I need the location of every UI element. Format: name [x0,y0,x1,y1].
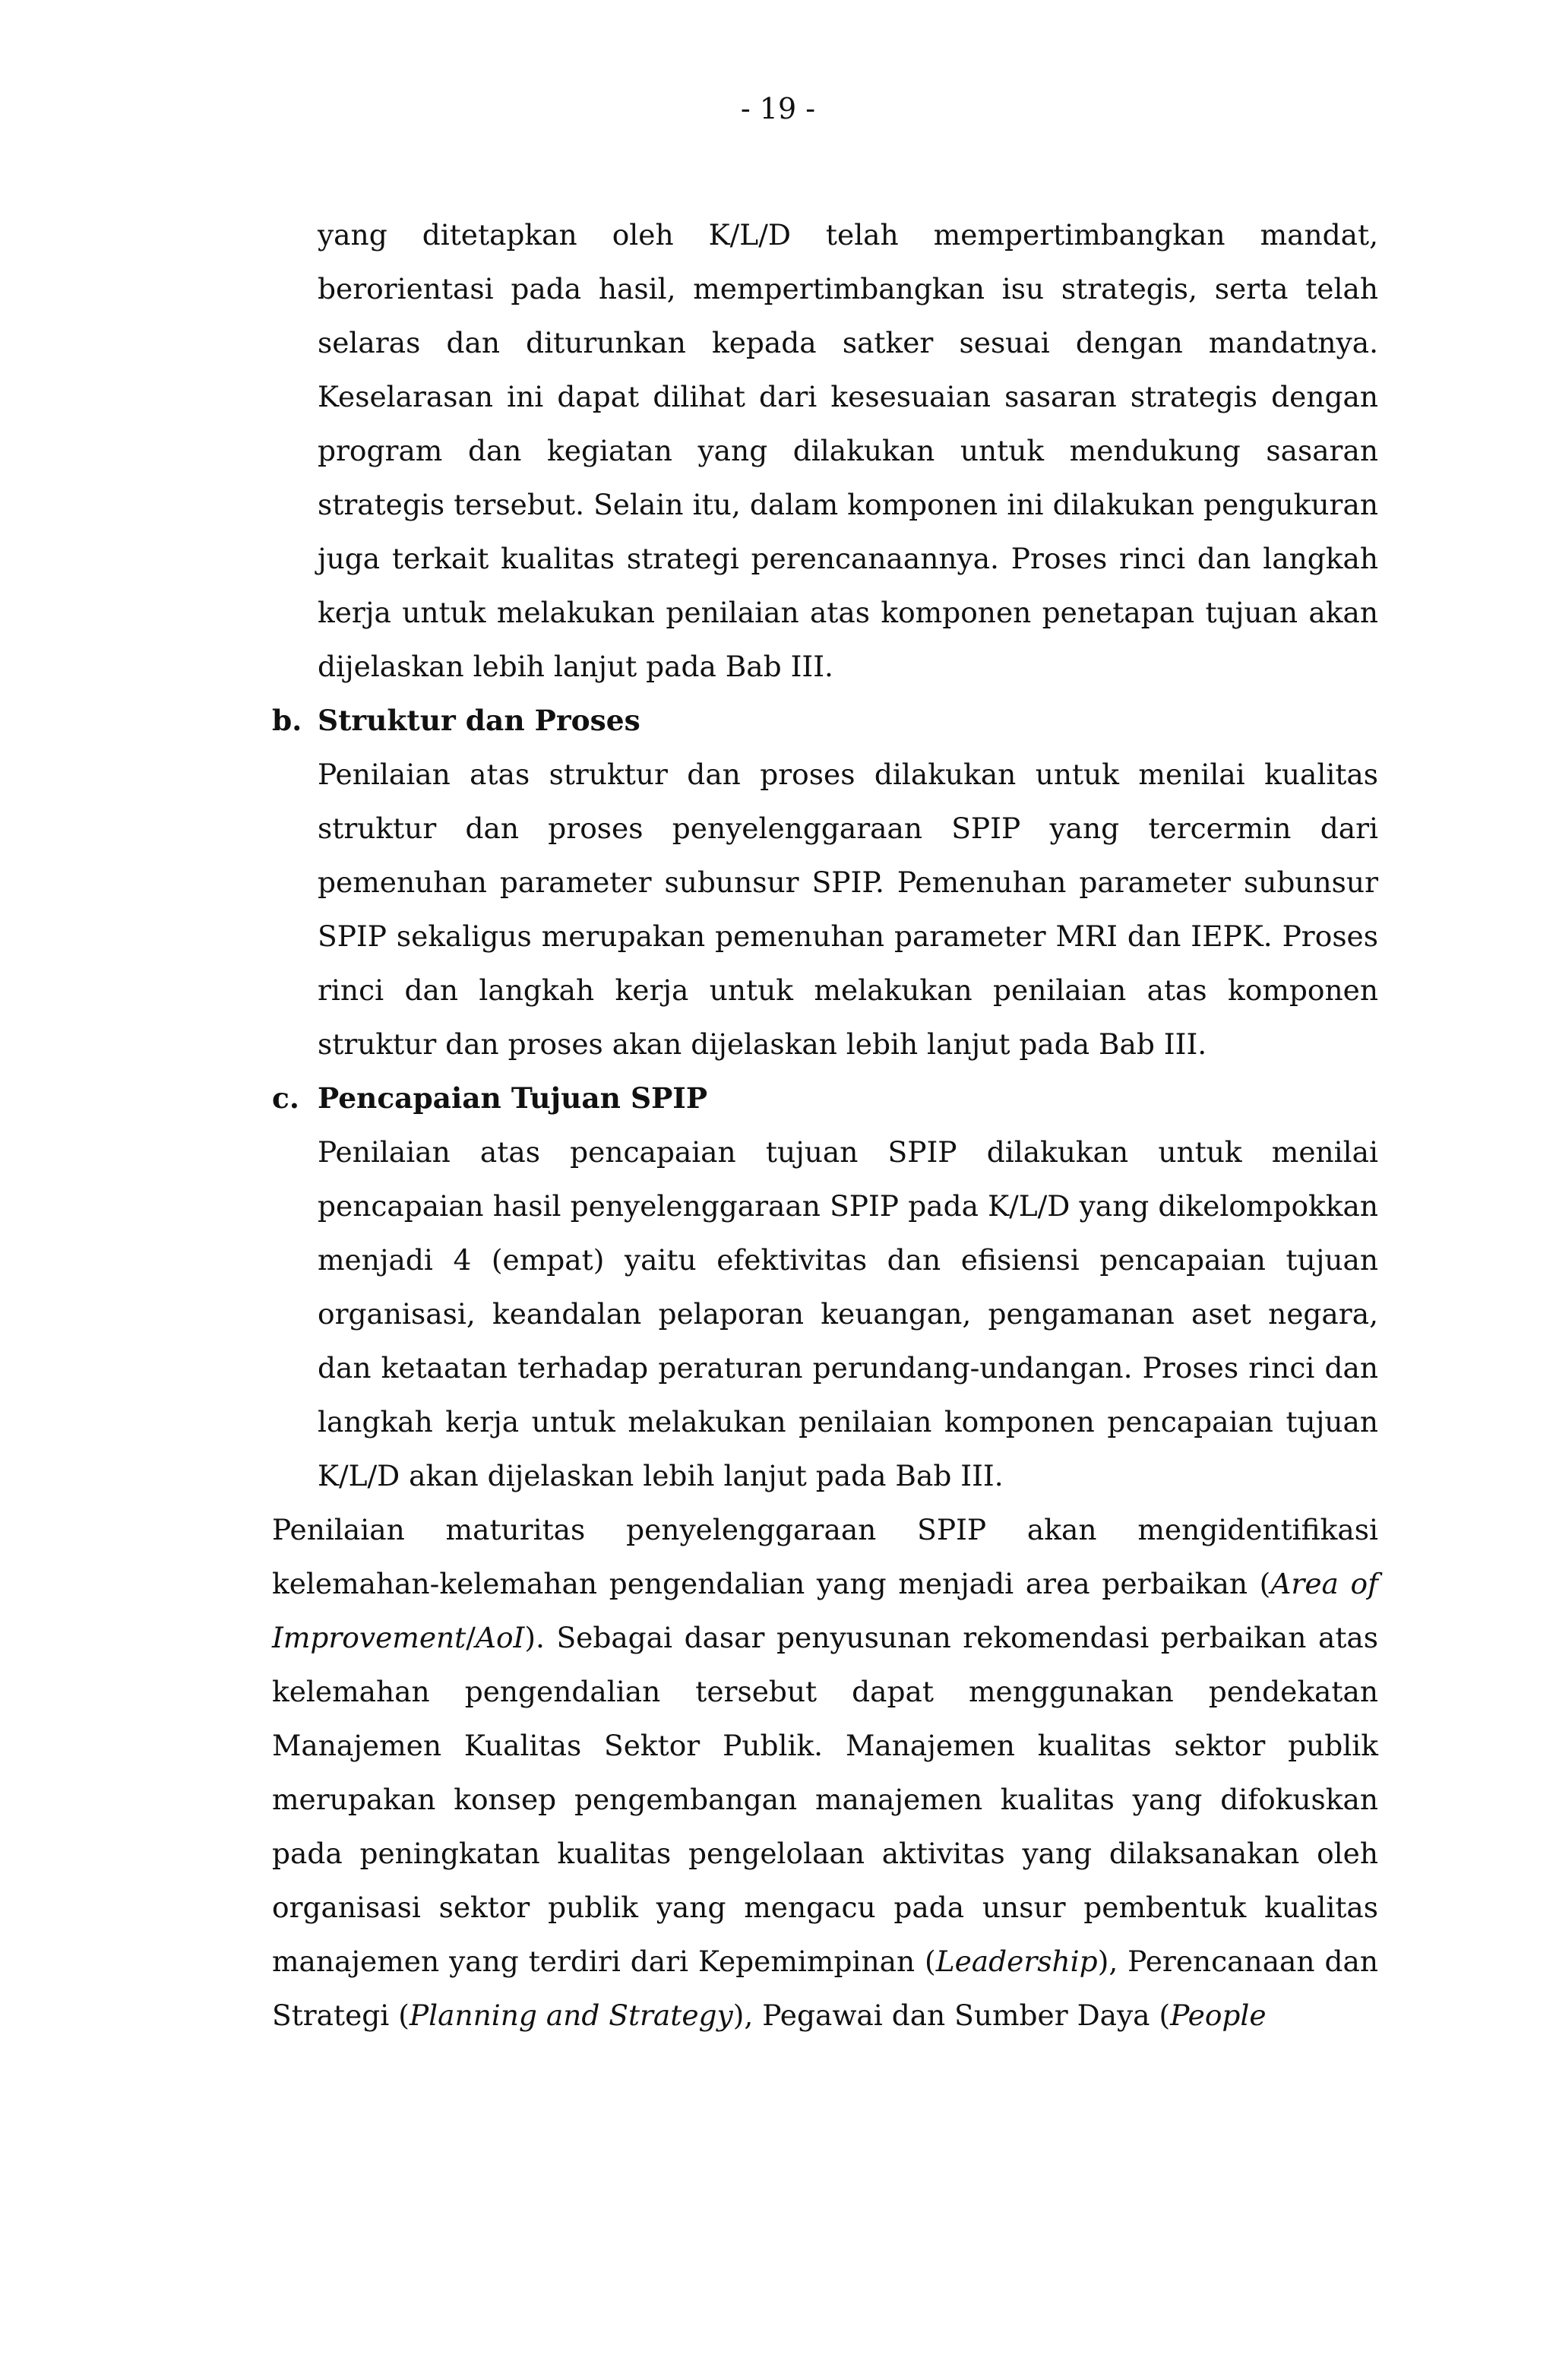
closing-italic-people: People [1170,1999,1267,2032]
closing-text-3: ), Perencanaan dan Strategi ( [272,1945,1379,2032]
section-b-heading [272,694,1378,748]
section-b-paragraph: Penilaian atas struktur dan proses dilakukan untuk menilai kualitas struktur dan proses penyelenggaraan SPIP yang tercermin dari pemenuhan parameter subunsur SPIP. Pemenuhan parameter subunsur SPIP sekaligus merupakan pemenuhan parameter MRI dan IEPK. Proses rinci dan langkah kerja untuk melakukan penilaian atas komponen struktur dan proses akan dijelaskan lebih lanjut pada Bab III. [318,758,1378,1061]
closing-text-4: ), Pegawai dan Sumber Daya ( [732,1999,1171,2032]
section-b [272,694,1378,1071]
closing-paragraph [272,1503,1378,2043]
section-c-heading [272,1071,1378,1125]
document-body [272,208,1378,2043]
section-c-title: Pencapaian Tujuan SPIP [318,1081,708,1115]
page-number: - 19 - [740,92,816,125]
section-b-title: Struktur dan Proses [318,704,640,737]
closing-italic-aoi: AoI [475,1621,525,1654]
intro-block [318,208,1378,694]
closing-separator: / [466,1621,476,1654]
section-c-marker: c. [272,1081,299,1115]
intro-paragraph: yang ditetapkan oleh K/L/D telah mempertimbangkan mandat, berorientasi pada hasil, mempertimbangkan isu strategis, serta telah selaras dan diturunkan kepada satker sesuai dengan mandatnya. Keselarasan ini dapat dilihat dari kesesuaian sasaran strategis dengan program dan kegiatan yang dilakukan untuk mendukung sasaran strategis tersebut. Selain itu, dalam komponen ini dilakukan pengukuran juga terkait kualitas strategi perencanaannya. Proses rinci dan langkah kerja untuk melakukan penilaian atas komponen penetapan tujuan akan dijelaskan lebih lanjut pada Bab III. [318,218,1378,683]
section-c [272,1071,1378,1503]
closing-text-1: Penilaian maturitas penyelenggaraan SPIP akan mengidentifikasi kelemahan-kelemahan pengendalian yang menjadi area perbaikan ( [272,1513,1378,1600]
closing-italic-planning-strategy: Planning and Strategy [409,1999,733,2032]
section-c-paragraph: Penilaian atas pencapaian tujuan SPIP dilakukan untuk menilai pencapaian hasil penyelenggaraan SPIP pada K/L/D yang dikelompokkan menjadi 4 (empat) yaitu efektivitas dan efisiensi pencapaian tujuan organisasi, keandalan pelaporan keuangan, pengamanan aset negara, dan ketaatan terhadap peraturan perundang-undangan. Proses rinci dan langkah kerja untuk melakukan penilaian komponen pencapaian tujuan K/L/D akan dijelaskan lebih lanjut pada Bab III. [318,1135,1378,1492]
closing-italic-leadership: Leadership [935,1945,1098,1978]
closing-italic-area-of-improvement: Area of Improvement [272,1567,1378,1654]
closing-text-2: ). Sebagai dasar penyusunan rekomendasi perbaikan atas kelemahan pengendalian tersebut dapat menggunakan pendekatan Manajemen Kualitas Sektor Publik. Manajemen kualitas sektor publik merupakan konsep pengembangan manajemen kualitas yang difokuskan pada peningkatan kualitas pengelolaan aktivitas yang dilaksanakan oleh organisasi sektor publik yang mengacu pada unsur pembentuk kualitas manajemen yang terdiri dari Kepemimpinan ( [272,1621,1378,1978]
section-b-marker: b. [272,704,302,737]
